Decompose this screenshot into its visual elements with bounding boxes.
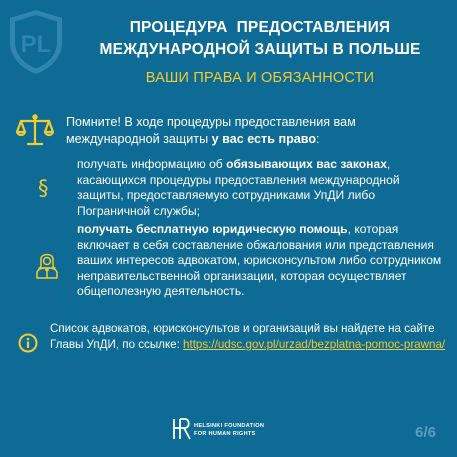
right-1-text-bold: обязывающих вас законах xyxy=(226,157,387,171)
header xyxy=(70,17,450,86)
page-title xyxy=(70,17,450,61)
title-line-2: МЕЖДУНАРОДНОЙ ЗАЩИТЫ В ПОЛЬШЕ xyxy=(99,41,421,58)
right-item-legal-aid xyxy=(77,222,449,300)
hfhr-logo-icon xyxy=(171,418,191,440)
info-text xyxy=(50,321,450,353)
right-2-text-after: , которая включает в себя составление обжалования или представления ваших интересов адвокатом, юрисконсультом либо сотрудником неправительственной организации, которая осуществляет общеполезную деятельность. xyxy=(77,222,442,299)
intro-text-after: : xyxy=(316,132,320,146)
foundation-name-line-1: HELSINKI FOUNDATION xyxy=(194,423,265,429)
lawyer-icon xyxy=(35,251,59,279)
udsc-link[interactable]: https://udsc.gov.pl/urzad/bezplatna-pomoc-prawna/ xyxy=(183,338,446,351)
right-2-text-bold: получать бесплатную юридическую помощь xyxy=(77,222,348,236)
right-1-text-before: получать информацию об xyxy=(77,157,227,171)
logo-text: PL xyxy=(20,31,52,58)
info-icon xyxy=(18,333,38,353)
intro-text-bold: у вас есть право xyxy=(211,132,317,146)
intro-text xyxy=(66,114,446,148)
title-line-1: ПРОЦЕДУРА ПРЕДОСТАВЛЕНИЯ xyxy=(129,19,391,36)
paragraph-icon: § xyxy=(38,176,49,200)
right-1-text-after: , касающихся процедуры предоставления международной защиты, предоставляемую сотрудниками УпДИ либо Пограничной службы; xyxy=(77,157,400,218)
foundation-name xyxy=(194,422,264,438)
foundation-name-line-2: FOR HUMAN RIGHTS xyxy=(194,431,256,437)
page-subtitle: ВАШИ ПРАВА И ОБЯЗАННОСТИ xyxy=(145,70,375,86)
scales-icon xyxy=(16,113,54,147)
right-item-information xyxy=(77,157,449,219)
page-number: 6/6 xyxy=(415,424,436,441)
intro-text-before: Помните! В ходе процедуры предоставления вам международной защиты xyxy=(66,115,356,146)
shield-icon xyxy=(6,8,66,76)
info-text-body: Список адвокатов, юрисконсультов и организаций вы найдете на сайте Главы УпДИ, по ссылке: xyxy=(50,322,435,351)
